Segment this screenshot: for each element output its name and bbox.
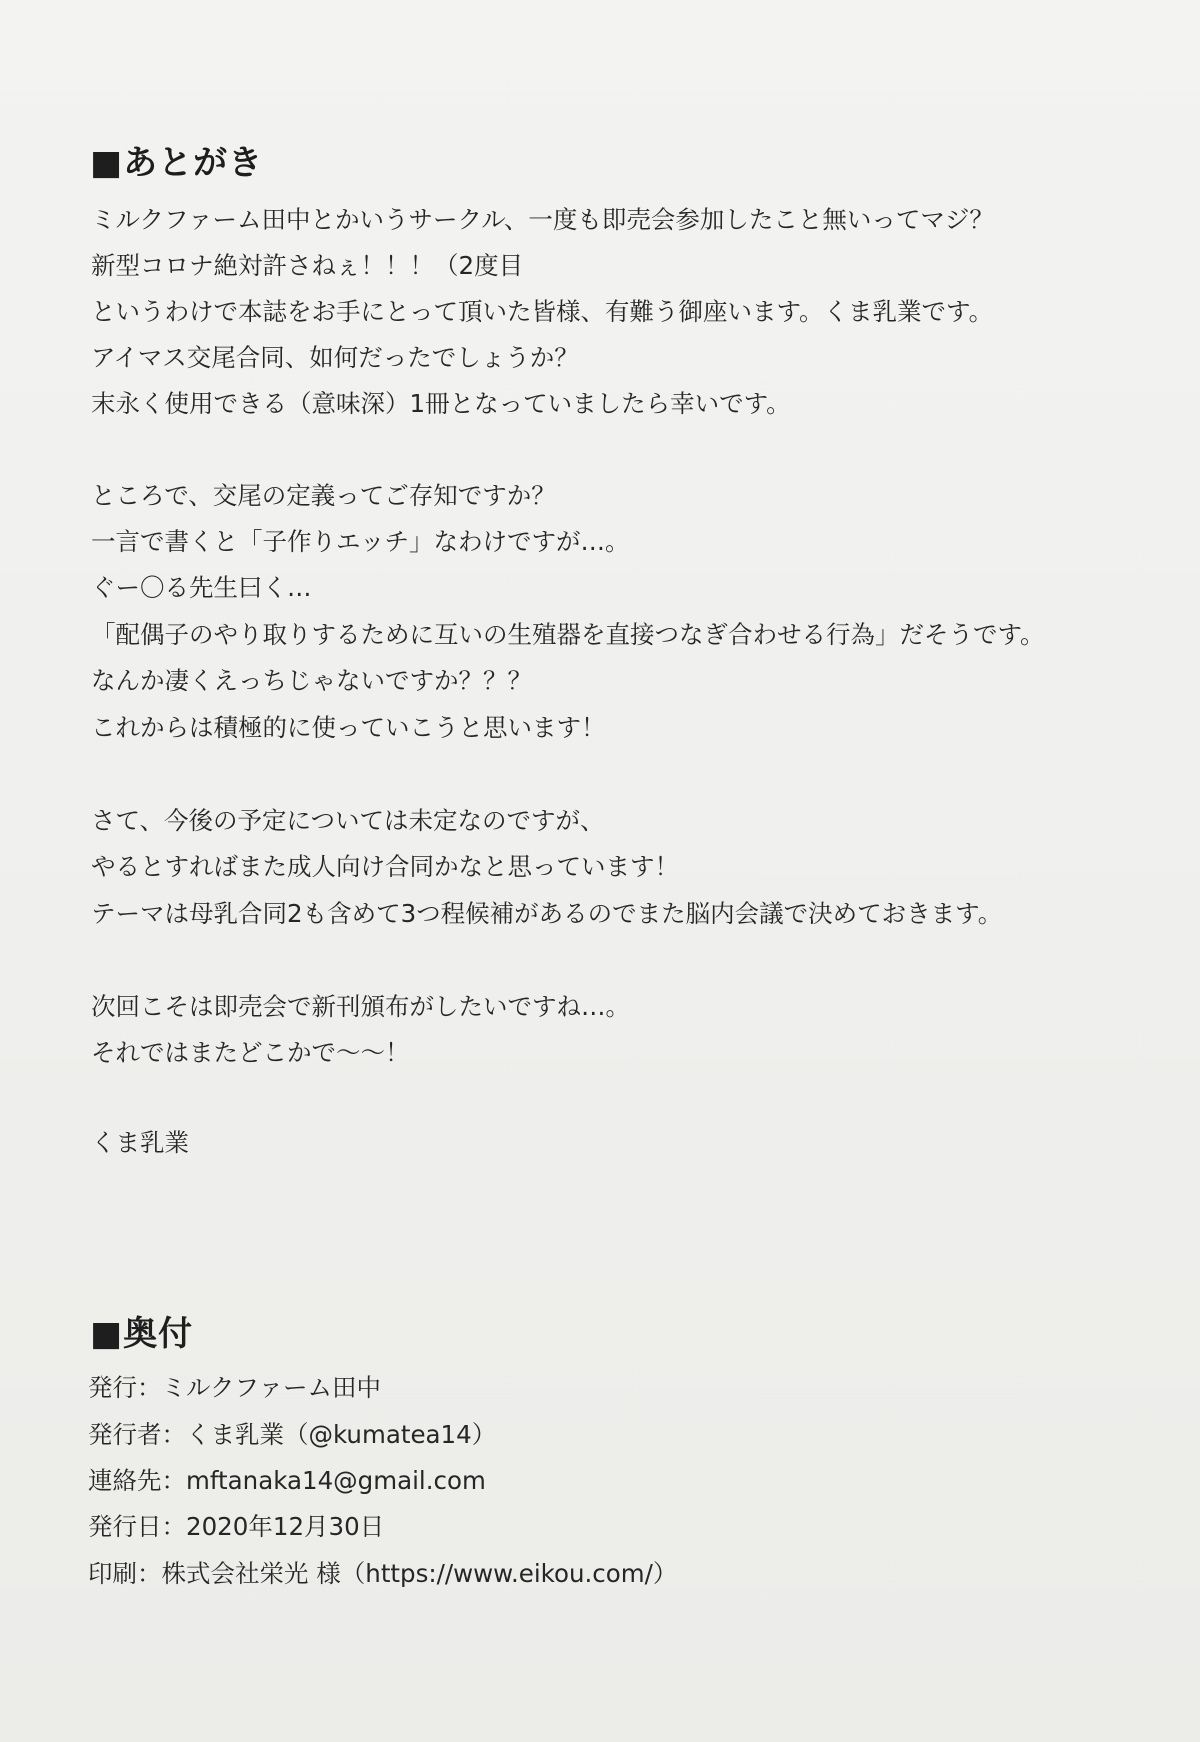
afterword-line: 一言で書くと「子作りエッチ」なわけですが…。	[91, 527, 630, 556]
afterword-line: さて、今後の予定については未定なのですが、	[91, 806, 605, 835]
afterword-line: なんか凄くえっちじゃないですか？？？	[91, 666, 532, 695]
afterword-line: 次回こそは即売会で新刊頒布がしたいですね…。	[91, 992, 630, 1021]
colophon-publisher: 発行：ミルクファーム田中	[88, 1373, 382, 1402]
afterword-line: 「配偶子のやり取りするために互いの生殖器を直接つなぎ合わせる行為」だそうです。	[91, 620, 1045, 649]
afterword-line: ぐー〇る先生曰く…	[91, 573, 312, 602]
colophon-title: ■奥付	[90, 1314, 194, 1354]
afterword-line: これからは積極的に使っていこうと思います！	[91, 713, 606, 742]
afterword-line: テーマは母乳合同2も含めて3つ程候補があるのでまた脳内会議で決めておきます。	[91, 899, 1003, 928]
afterword-line: やるとすればまた成人向け合同かなと思っています！	[91, 852, 679, 881]
afterword-line: 末永く使用できる（意味深）1冊となっていましたら幸いです。	[91, 389, 791, 418]
afterword-line: ところで、交尾の定義ってご存知ですか？	[91, 481, 556, 510]
afterword-line: ミルクファーム田中とかいうサークル、一度も即売会参加したこと無いってマジ？	[91, 205, 994, 234]
afterword-line: アイマス交尾合同、如何だったでしょうか？	[91, 343, 579, 372]
afterword-signature: くま乳業	[91, 1128, 189, 1157]
afterword-line: それではまたどこかで～～！	[91, 1038, 410, 1067]
colophon-date: 発行日：2020年12月30日	[88, 1512, 385, 1541]
colophon-issuer: 発行者：くま乳業（@kumatea14）	[88, 1420, 497, 1449]
afterword-line: 新型コロナ絶対許さねぇ！！！（2度目	[91, 251, 524, 280]
colophon-contact: 連絡先：mftanaka14@gmail.com	[88, 1466, 486, 1495]
afterword-title: ■あとがき	[90, 143, 264, 183]
afterword-line: というわけで本誌をお手にとって頂いた皆様、有難う御座います。くま乳業です。	[91, 297, 994, 326]
colophon-printer: 印刷：株式会社栄光 様（https://www.eikou.com/）	[88, 1559, 678, 1588]
